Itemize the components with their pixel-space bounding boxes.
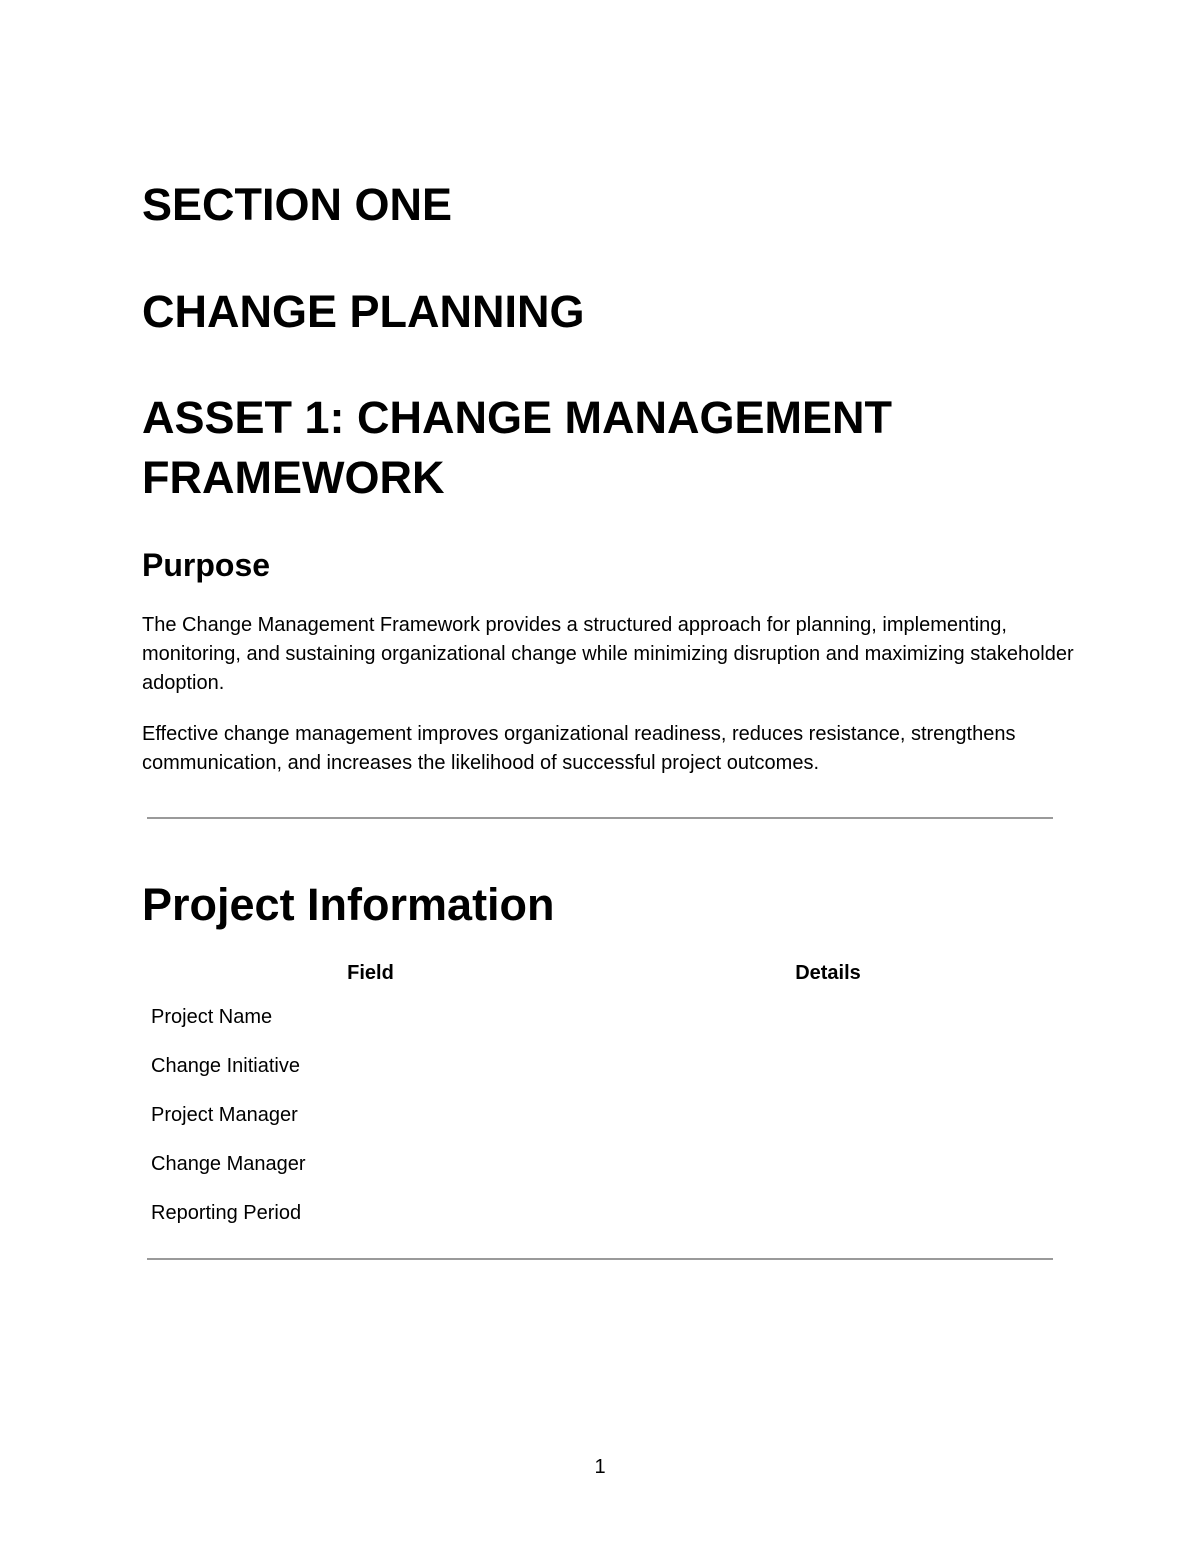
asset-title: ASSET 1: CHANGE MANAGEMENT FRAMEWORK (142, 392, 893, 503)
horizontal-divider (147, 1258, 1053, 1260)
field-label: Change Manager (151, 1153, 306, 1175)
section-title: SECTION ONE (142, 179, 453, 230)
table-header-row (142, 953, 1057, 993)
field-label: Project Manager (151, 1104, 298, 1126)
purpose-paragraph: Effective change management improves organizational readiness, reduces resistance, strengthens communication, and increases the likelihood of successful project outcomes. (142, 723, 1016, 774)
field-label: Project Name (151, 1006, 273, 1028)
details-value[interactable] (599, 1189, 1057, 1238)
column-header-field: Field (347, 961, 394, 984)
purpose-paragraph: The Change Management Framework provides a structured approach for planning, implementing, monitoring, and sustaining organizational change while minimizing disruption and maximizing stakeholder adoption. (142, 614, 1074, 694)
project-information-heading: Project Information (142, 879, 555, 930)
horizontal-divider (147, 817, 1053, 819)
purpose-heading: Purpose (142, 547, 271, 583)
column-header-details: Details (795, 961, 861, 984)
details-value[interactable] (599, 1091, 1057, 1140)
table-row (142, 1091, 1057, 1140)
field-label: Change Initiative (151, 1055, 300, 1077)
details-value[interactable] (599, 1140, 1057, 1189)
table-row (142, 993, 1057, 1042)
details-value[interactable] (599, 1042, 1057, 1091)
project-information-table (142, 953, 1057, 1238)
details-value[interactable] (599, 993, 1057, 1042)
table-row (142, 1140, 1057, 1189)
table-row (142, 1042, 1057, 1091)
chapter-title: CHANGE PLANNING (142, 286, 585, 337)
page-number: 1 (594, 1456, 606, 1478)
table-row (142, 1189, 1057, 1238)
field-label: Reporting Period (151, 1202, 302, 1224)
